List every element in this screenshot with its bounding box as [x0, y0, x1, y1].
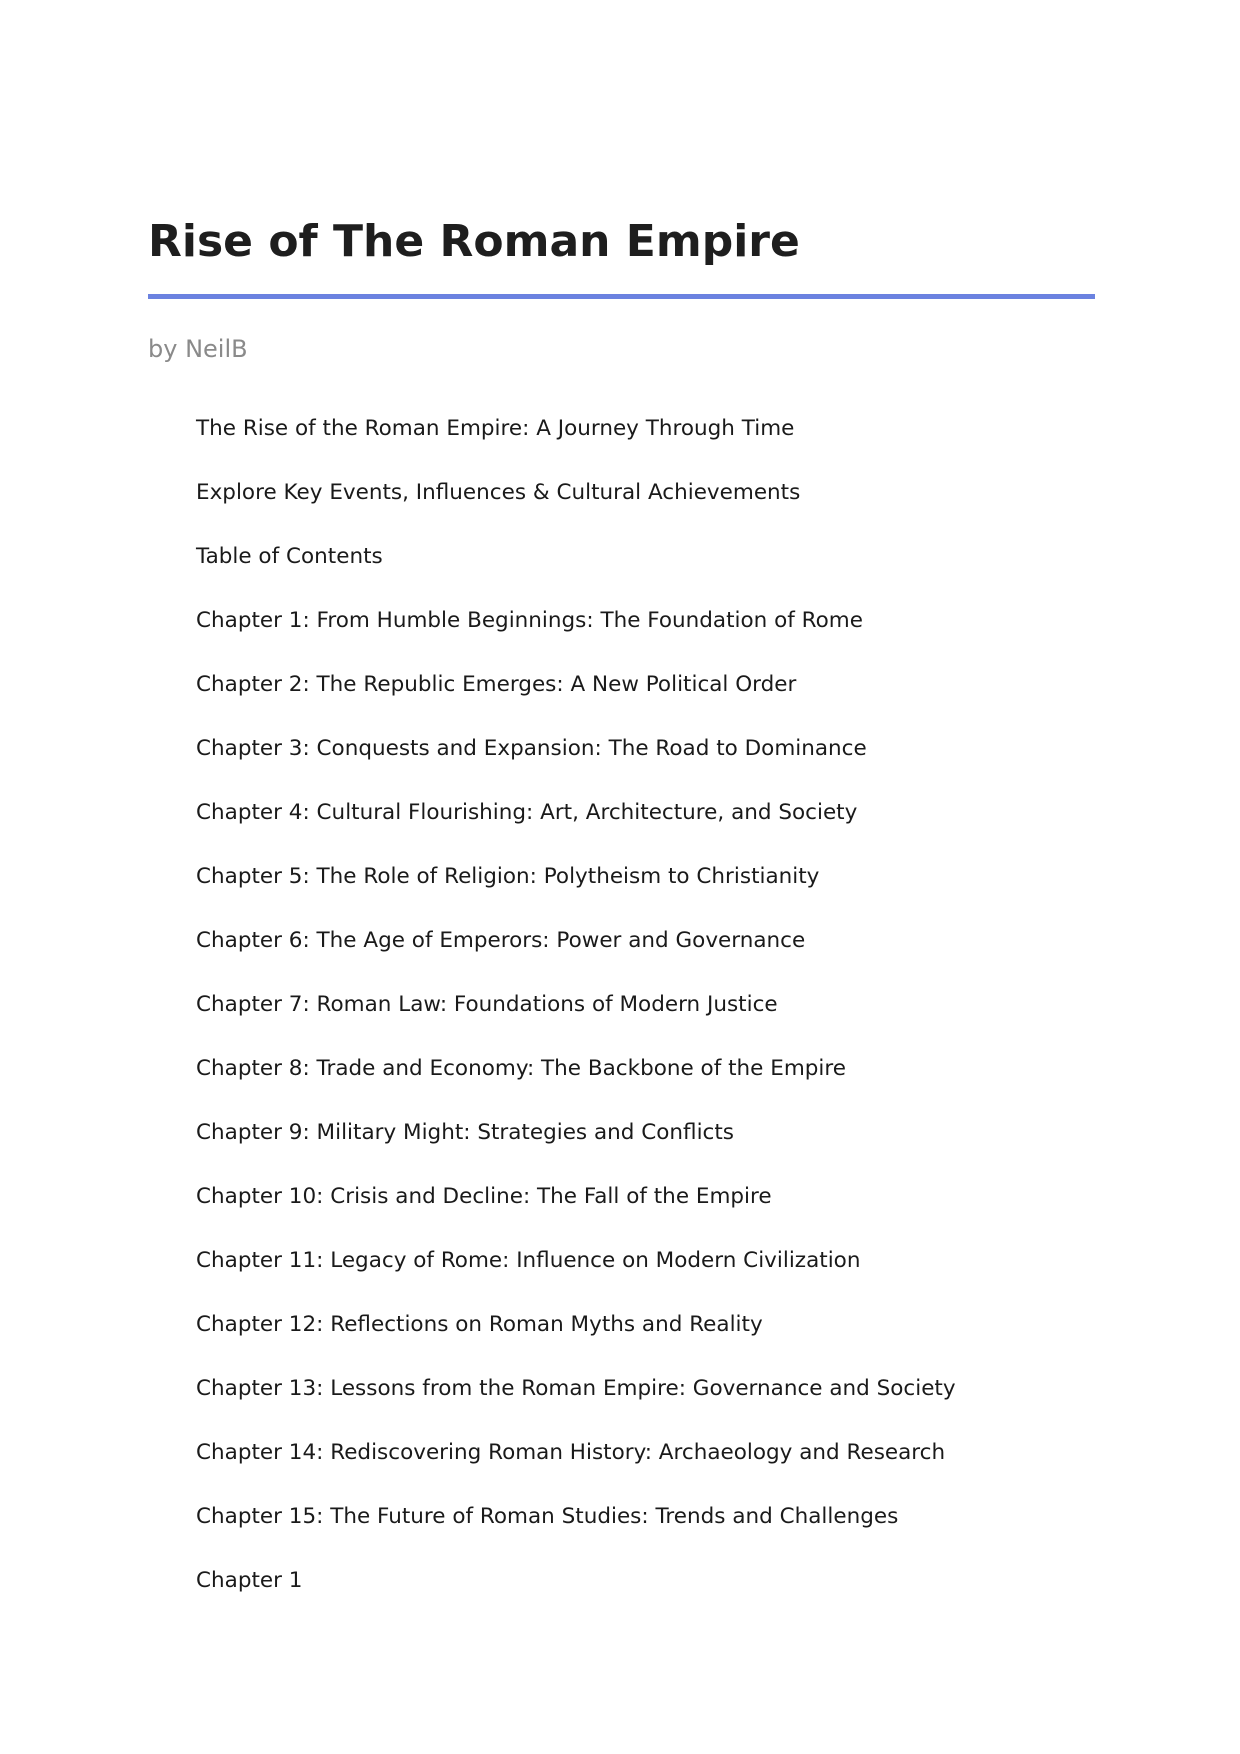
toc-entry-chapter-4: Chapter 4: Cultural Flourishing: Art, Architecture, and Society [196, 800, 858, 825]
toc-entry-chapter-3: Chapter 3: Conquests and Expansion: The Road to Dominance [196, 736, 867, 761]
toc-entry-chapter-9: Chapter 9: Military Might: Strategies and Conflicts [196, 1120, 735, 1145]
contents-list [196, 413, 956, 1629]
toc-entry-chapter-5: Chapter 5: The Role of Religion: Polytheism to Christianity [196, 864, 820, 889]
toc-entry-chapter-15: Chapter 15: The Future of Roman Studies: Trends and Challenges [196, 1504, 899, 1529]
toc-entry-chapter-1: Chapter 1: From Humble Beginnings: The Foundation of Rome [196, 608, 863, 633]
toc-entry-chapter-13: Chapter 13: Lessons from the Roman Empire: Governance and Society [196, 1376, 956, 1401]
toc-entry-chapter-10: Chapter 10: Crisis and Decline: The Fall of the Empire [196, 1184, 772, 1209]
chapter-heading: Chapter 1 [196, 1568, 303, 1593]
toc-entry-chapter-8: Chapter 8: Trade and Economy: The Backbone of the Empire [196, 1056, 846, 1081]
title-underline [148, 294, 1095, 299]
toc-entry-chapter-14: Chapter 14: Rediscovering Roman History: Archaeology and Research [196, 1440, 946, 1465]
toc-entry-chapter-7: Chapter 7: Roman Law: Foundations of Modern Justice [196, 992, 778, 1017]
toc-entry-chapter-11: Chapter 11: Legacy of Rome: Influence on Modern Civilization [196, 1248, 861, 1273]
toc-entry-chapter-6: Chapter 6: The Age of Emperors: Power and Governance [196, 928, 806, 953]
toc-heading: Table of Contents [196, 544, 383, 569]
author-byline: by NeilB [148, 335, 248, 363]
tagline-line: Explore Key Events, Influences & Cultural Achievements [196, 480, 801, 505]
toc-entry-chapter-2: Chapter 2: The Republic Emerges: A New Political Order [196, 672, 797, 697]
document-title: Rise of The Roman Empire [148, 216, 800, 267]
subtitle-line: The Rise of the Roman Empire: A Journey Through Time [196, 416, 795, 441]
toc-entry-chapter-12: Chapter 12: Reflections on Roman Myths and Reality [196, 1312, 763, 1337]
